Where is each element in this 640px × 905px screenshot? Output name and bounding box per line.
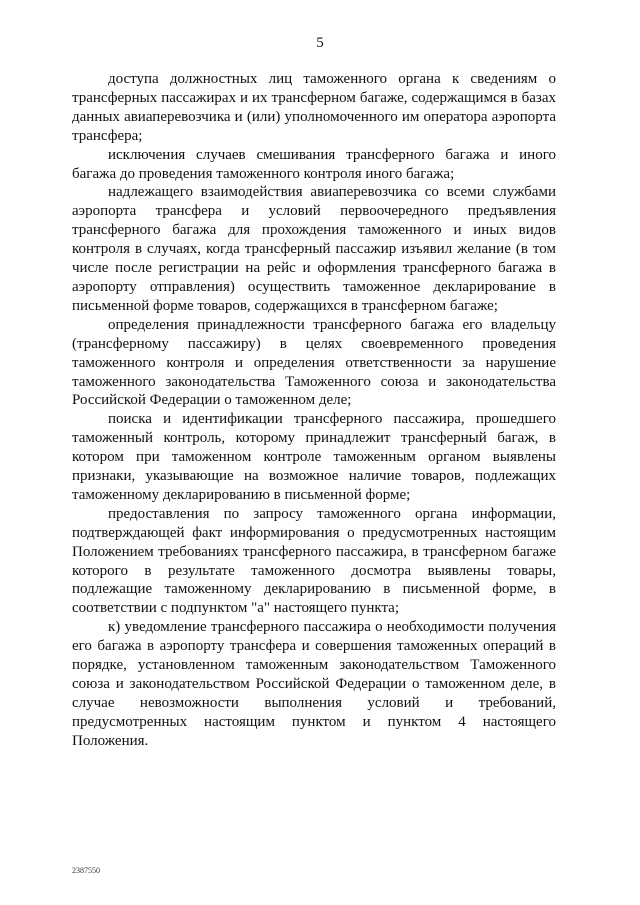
paragraph-carrier-interaction: надлежащего взаимодействия авиаперевозчика со всеми службами аэропорта трансфера и условий первоочередного предъявления трансферного багажа для прохождения таможенного и иных видов контроля в случаях, когда трансферный пассажир изъявил желание (в том числе после регистрации на рейс и оформления трансферного багажа в аэропорту отправления) осуществить таможенное декларирование в письменной форме товаров, содержащихся в трансферном багаже; <box>72 184 556 314</box>
paragraph-baggage-mixing: исключения случаев смешивания трансферного багажа и иного багажа до проведения таможенного контроля иного багажа; <box>72 146 556 182</box>
document-code: 2387550 <box>72 866 100 875</box>
paragraph-baggage-ownership: определения принадлежности трансферного багажа его владельцу (трансферному пассажиру) в целях своевременного проведения таможенного контроля и определения ответственности за нарушение таможенного законодательства Таможенного союза и законодательства Российской Федерации о таможенном деле; <box>72 316 556 409</box>
page-number: 5 <box>316 35 324 51</box>
document-body <box>72 70 556 751</box>
paragraph-information-provision: предоставления по запросу таможенного органа информации, подтверждающей факт информирования о предусмотренных настоящим Положением требованиях трансферного пассажира, в трансферном багаже которого в результате таможенного досмотра выявлены товары, подлежащие таможенному декларированию в письменной форме, в соответствии с подпунктом "а" настоящего пункта; <box>72 505 556 617</box>
paragraph-airport-database-access: доступа должностных лиц таможенного органа к сведениям о трансферных пассажирах и их трансферном багаже, содержащимся в базах данных авиаперевозчика и (или) уполномоченного им оператора аэропорта трансфера; <box>72 71 556 144</box>
paragraph-passenger-search: поиска и идентификации трансферного пассажира, прошедшего таможенный контроль, которому принадлежит трансферный багаж, в котором при таможенном контроле таможенным органом выявлены признаки, указывающие на возможное наличие товаров, подлежащих таможенному декларированию в письменной форме; <box>72 411 556 503</box>
paragraph-item-k-notification: к) уведомление трансферного пассажира о необходимости получения его багажа в аэропорту трансфера и совершения таможенных операций в порядке, установленном таможенным законодательством Таможенного союза и законодательством Российской Федерации о таможенном деле, в случае невозможности выполнения условий и требований, предусмотренных настоящим пунктом и пунктом 4 настоящего Положения. <box>72 619 556 749</box>
